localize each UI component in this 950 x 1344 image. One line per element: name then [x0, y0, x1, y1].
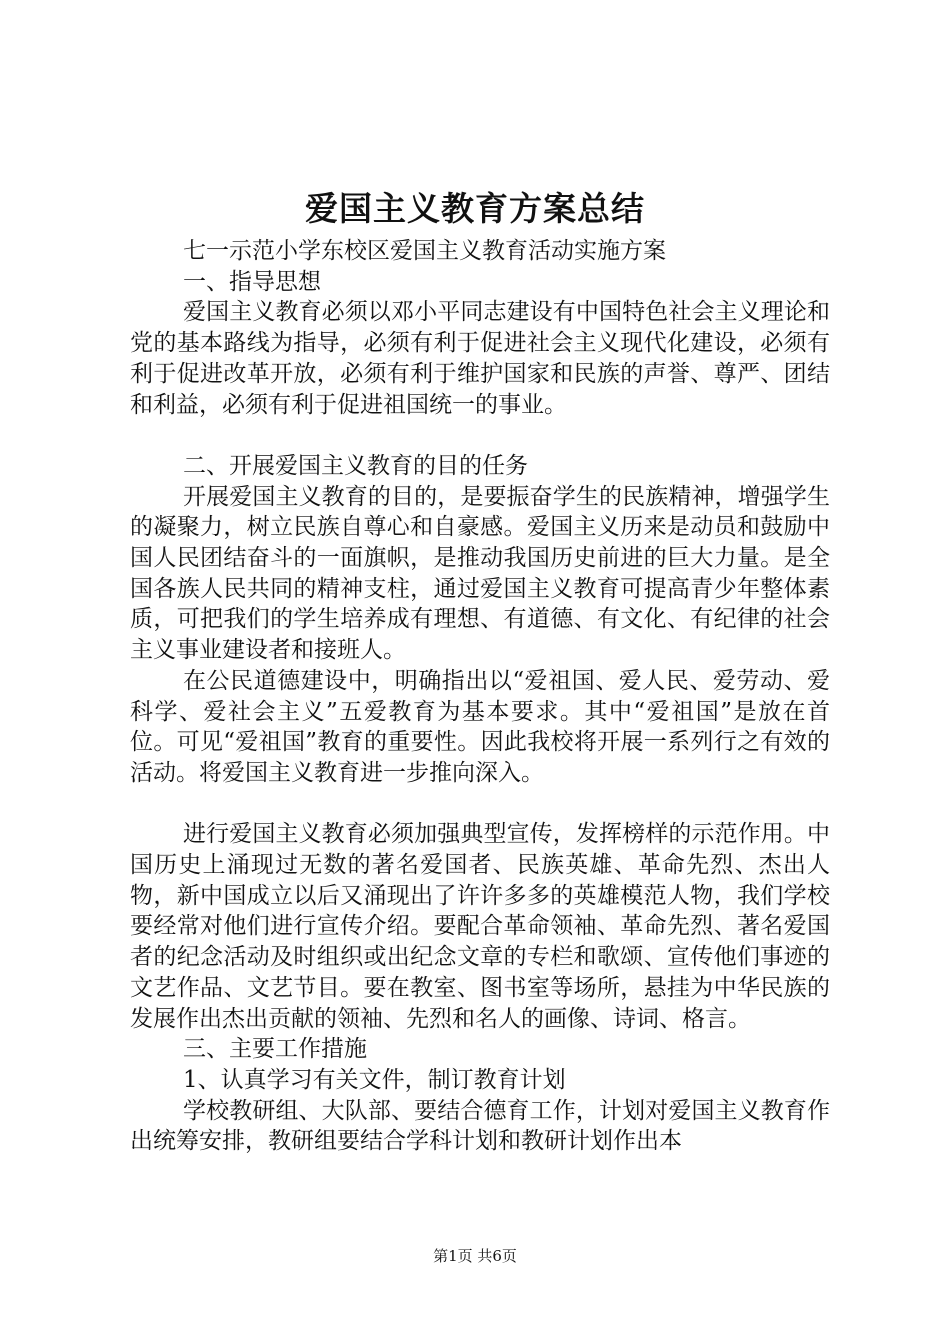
- paragraph: 在公民道德建设中，明确指出以“爱祖国、爱人民、爱劳动、爱科学、爱社会主义”五爱教育为基本要求。其中“爱祖国”是放在首位。可见“爱祖国”教育的重要性。因此我校将开展一系列行之有效的活动。将爱国主义教育进一步推向深入。: [130, 667, 830, 786]
- subtitle: 七一示范小学东校区爱国主义教育活动实施方案: [183, 238, 666, 264]
- paragraph: 爱国主义教育必须以邓小平同志建设有中国特色社会主义理论和党的基本路线为指导，必须有利于促进社会主义现代化建设，必须有利于促进改革开放，必须有利于维护国家和民族的声誉、尊严、团结和利益，必须有利于促进祖国统一的事业。: [130, 299, 830, 418]
- section-heading-1: 一、指导思想: [183, 268, 321, 295]
- document-body: [130, 236, 830, 1157]
- paragraph: 开展爱国主义教育的目的，是要振奋学生的民族精神，增强学生的凝聚力，树立民族自尊心和自豪感。爱国主义历来是动员和鼓励中国人民团结奋斗的一面旗帜，是推动我国历史前进的巨大力量。是全国各族人民共同的精神支柱，通过爱国主义教育可提高青少年整体素质，可把我们的学生培养成有理想、有道德、有文化、有纪律的社会主义事业建设者和接班人。: [130, 483, 830, 664]
- section-heading-3: 三、主要工作措施: [183, 1036, 367, 1063]
- page-number-footer: 第1页 共6页: [433, 1247, 517, 1265]
- paragraph: 进行爱国主义教育必须加强典型宣传，发挥榜样的示范作用。中国历史上涌现过无数的著名爱国者、民族英雄、革命先烈、杰出人物，新中国成立以后又涌现出了许许多多的英雄模范人物，我们学校要经常对他们进行宣传介绍。要配合革命领袖、革命先烈、著名爱国者的纪念活动及时组织或出纪念文章的专栏和歌颂、宣传他们事迹的文艺作品、文艺节目。要在教室、图书室等场所，悬挂为中华民族的发展作出杰出贡献的领袖、先烈和名人的画像、诗词、格言。: [130, 821, 830, 1032]
- paragraph-gap: [130, 420, 830, 451]
- paragraph: 学校教研组、大队部、要结合德育工作，计划对爱国主义教育作出统筹安排，教研组要结合学科计划和教研计划作出本: [130, 1097, 830, 1155]
- list-item-heading: 1、认真学习有关文件，制订教育计划: [183, 1066, 566, 1093]
- paragraph-gap: [130, 789, 830, 820]
- document-title: 爱国主义教育方案总结: [305, 189, 645, 228]
- section-heading-2: 二、开展爱国主义教育的目的任务: [183, 452, 528, 479]
